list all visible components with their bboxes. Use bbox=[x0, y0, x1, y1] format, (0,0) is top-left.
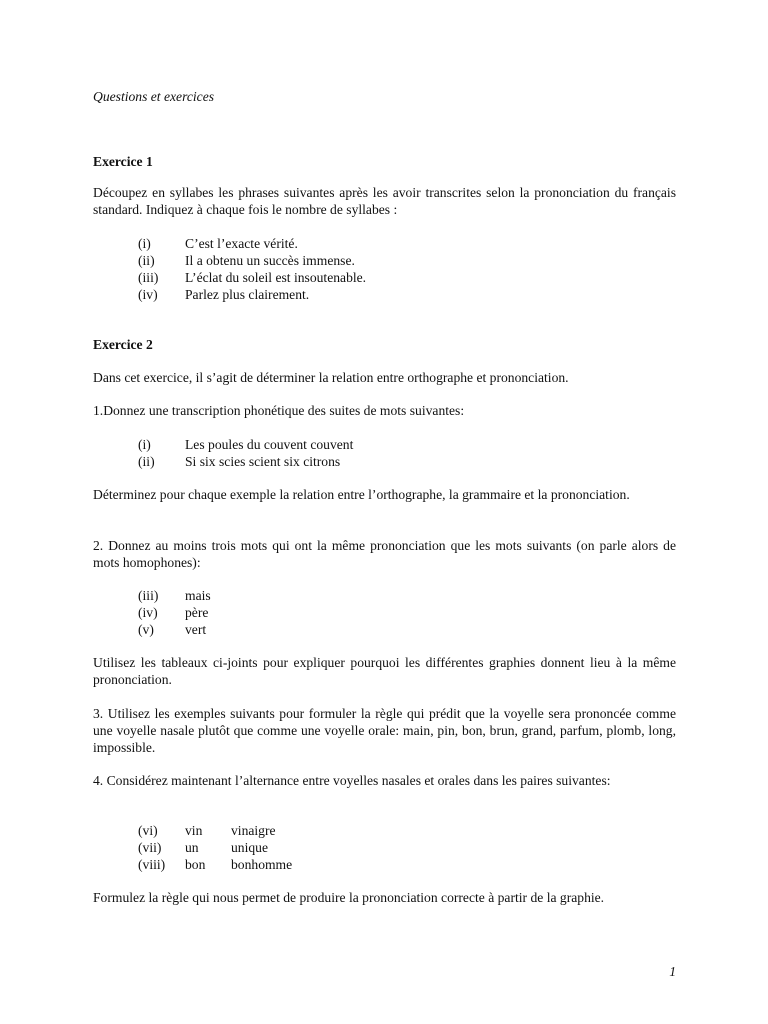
page-number: 1 bbox=[669, 964, 676, 979]
item-word: un bbox=[185, 840, 199, 855]
item-word: vin bbox=[185, 823, 203, 838]
list-item bbox=[138, 587, 676, 604]
list-item bbox=[138, 252, 676, 269]
question-2-followup: Utilisez les tableaux ci-joints pour expliquer pourquoi les différentes graphies donnent lieu à la même prononciation. bbox=[93, 655, 676, 687]
list-item bbox=[138, 822, 676, 839]
question-1-list bbox=[138, 436, 676, 470]
exercise-1-instruction: Découpez en syllabes les phrases suivantes après les avoir transcrites selon la prononciation du français standard. Indiquez à chaque fois le nombre de syllabes : bbox=[93, 185, 676, 217]
item-label: (iv) bbox=[138, 287, 158, 302]
item-label: (iv) bbox=[138, 605, 158, 620]
item-text: C’est l’exacte vérité. bbox=[185, 236, 298, 251]
list-item bbox=[138, 286, 676, 303]
item-text: L’éclat du soleil est insoutenable. bbox=[185, 270, 367, 285]
item-word: bon bbox=[185, 857, 206, 872]
list-item bbox=[138, 269, 676, 286]
list-item bbox=[138, 604, 676, 621]
list-item bbox=[138, 621, 676, 638]
list-item bbox=[138, 235, 676, 252]
item-label: (ii) bbox=[138, 253, 155, 268]
question-4: 4. Considérez maintenant l’alternance entre voyelles nasales et orales dans les paires suivantes: bbox=[93, 773, 611, 788]
item-text: Parlez plus clairement. bbox=[185, 287, 310, 302]
item-label: (vi) bbox=[138, 823, 158, 838]
item-label: (vii) bbox=[138, 840, 162, 855]
item-text: Il a obtenu un succès immense. bbox=[185, 253, 355, 268]
item-text: vert bbox=[185, 622, 207, 637]
item-text: mais bbox=[185, 588, 211, 603]
list-item bbox=[138, 436, 676, 453]
item-pair: vinaigre bbox=[231, 823, 276, 838]
question-1: 1.Donnez une transcription phonétique des suites de mots suivantes: bbox=[93, 403, 465, 418]
question-2: 2. Donnez au moins trois mots qui ont la même prononciation que les mots suivants (on parle alors de mots homophones): bbox=[93, 538, 676, 570]
item-label: (iii) bbox=[138, 588, 159, 603]
item-label: (ii) bbox=[138, 454, 155, 469]
document-title: Questions et exercices bbox=[93, 89, 215, 104]
item-label: (v) bbox=[138, 622, 154, 637]
item-text: père bbox=[185, 605, 209, 620]
question-1-followup: Déterminez pour chaque exemple la relation entre l’orthographe, la grammaire et la prononciation. bbox=[93, 487, 630, 502]
list-item bbox=[138, 453, 676, 470]
question-4-followup: Formulez la règle qui nous permet de produire la prononciation correcte à partir de la graphie. bbox=[93, 890, 605, 905]
question-4-list bbox=[138, 822, 676, 873]
exercise-1-list bbox=[138, 235, 676, 303]
exercise-2-intro: Dans cet exercice, il s’agit de déterminer la relation entre orthographe et prononciation. bbox=[93, 370, 569, 385]
item-label: (i) bbox=[138, 437, 151, 452]
list-item bbox=[138, 856, 676, 873]
question-3: 3. Utilisez les exemples suivants pour formuler la règle qui prédit que la voyelle sera prononcée comme une voyelle nasale plutôt que comme une voyelle orale: main, pin, bon, brun, grand, parfum, plomb, long, impossible. bbox=[93, 706, 676, 755]
exercise-2-heading: Exercice 2 bbox=[93, 337, 153, 352]
item-text: Les poules du couvent couvent bbox=[185, 437, 354, 452]
item-pair: unique bbox=[231, 840, 268, 855]
list-item bbox=[138, 839, 676, 856]
item-label: (viii) bbox=[138, 857, 166, 872]
item-text: Si six scies scient six citrons bbox=[185, 454, 341, 469]
item-label: (iii) bbox=[138, 270, 159, 285]
question-2-list bbox=[138, 587, 676, 638]
item-pair: bonhomme bbox=[231, 857, 293, 872]
item-label: (i) bbox=[138, 236, 151, 251]
exercise-1-heading: Exercice 1 bbox=[93, 154, 153, 169]
